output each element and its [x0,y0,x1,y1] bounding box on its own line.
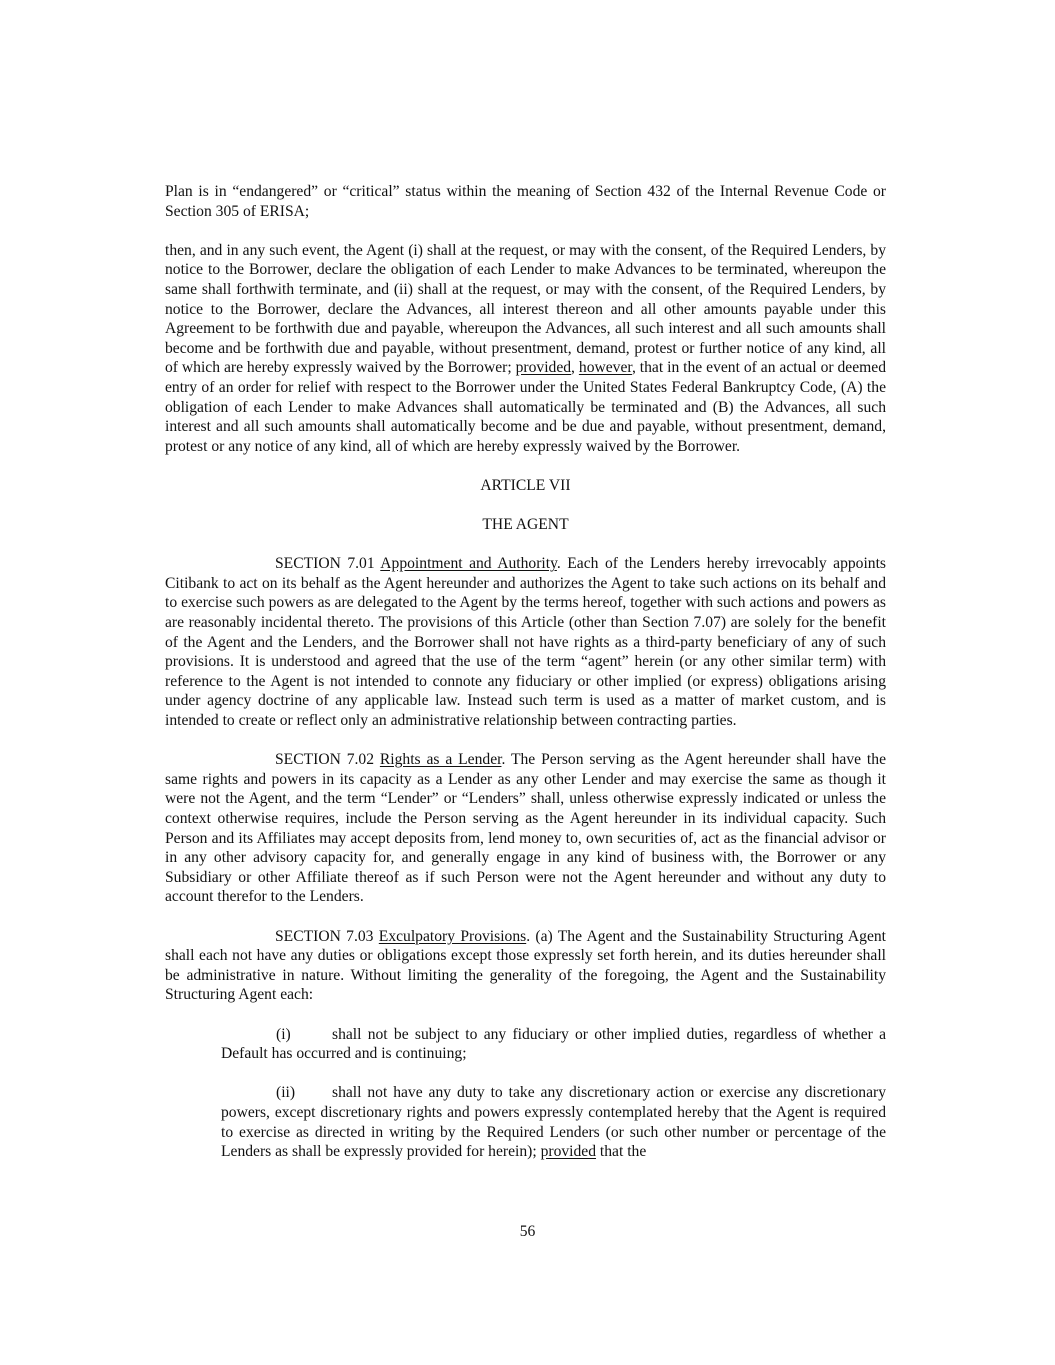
paragraph-events-of-default-remedies [165,241,886,457]
clause-text: shall not be subject to any fiduciary or other implied duties, regardless of whether a Default has occurred and is continuing; [221,1025,886,1063]
paragraph-plan-status [165,182,886,221]
section-7-03 [165,927,886,1005]
paragraph-text: , that in the event of an actual or deemed entry of an order for relief with respect to the Borrower under the United States Federal Bankruptcy Code, (A) the obligation of each Lender to make Advances shall automatically be terminated and (B) the Advances, all such interest and all such amounts shall automatically become and be due and payable, without presentment, demand, protest or any notice of any kind, all of which are hereby expressly waived by the Borrower. [165,359,886,455]
clause-tail: that the [596,1143,647,1161]
section-body: . The Person serving as the Agent hereunder shall have the same rights and powers in its capacity as a Lender as any other Lender and may exercise the same as though it were not the Agent, and the term “Lender” or “Lenders” shall, unless otherwise expressly indicated or unless the context otherwise requires, include the Person serving as the Agent hereunder in its individual capacity. Such Person and its Affiliates may accept deposits from, lend money to, own securities of, act as the financial advisor or in any other advisory capacity for, and generally engage in any kind of business with, the Borrower or any Subsidiary or other Affiliate thereof as if such Person were not the Agent hereunder and without any duty to account therefor to the Lenders. [165,751,886,906]
section-title: Exculpatory Provisions [378,927,527,945]
article-heading: ARTICLE VII [480,476,571,494]
section-label: SECTION 7.02 [275,751,380,769]
separator-text: , [571,359,579,377]
however-term: however [578,359,632,377]
clause-number: (ii) [276,1084,296,1102]
page-number: 56 [519,1223,536,1240]
clause-i [221,1025,886,1064]
provided-term: provided [540,1143,597,1161]
section-label: SECTION 7.01 [275,555,381,573]
article-title: THE AGENT [482,516,569,534]
paragraph-text: then, and in any such event, the Agent (i) shall at the request, or may with the consent, of the Required Lenders, by notice to the Borrower, declare the obligation of each Lender to make Advances to be terminated, whereupon the same shall forthwith terminate, and (ii) shall at the request, or may with the consent, of the Required Lenders, by notice to the Borrower, declare the Advances, all interest thereon and all other amounts payable under this Agreement to be forthwith due and payable, whereupon the Advances, all such interest and all such amounts shall become and be forthwith due and payable, without presentment, demand, protest or further notice of any kind, all of which are hereby expressly waived by the Borrower; [165,241,886,377]
section-title: Rights as a Lender [379,751,502,769]
section-body: . (a) The Agent and the Sustainability Structuring Agent shall each not have any duties or obligations except those expressly set forth herein, and its duties hereunder shall be administrative in nature. Without limiting the generality of the foregoing, the Agent and the Sustainability Structuring Agent each: [165,927,886,1004]
provided-term: provided [515,359,572,377]
section-body: . Each of the Lenders hereby irrevocably appoints Citibank to act on its behalf as the Agent hereunder and authorizes the Agent to take such actions on its behalf and to exercise such powers as are delegated to the Agent by the terms hereof, together with such actions and powers as are reasonably incidental thereto. The provisions of this Article (other than Section 7.07) are solely for the benefit of the Agent and the Lenders, and the Borrower shall not have rights as a third-party beneficiary of any of such provisions. It is understood and agreed that the use of the term “agent” herein (or any other similar term) with reference to the Agent is not intended to connote any fiduciary or other implied (or express) obligations arising under agency doctrine of any applicable law. Instead such term is used as a matter of market custom, and is intended to create or reflect only an administrative relationship between contracting parties. [165,555,886,730]
clause-number: (i) [276,1025,291,1043]
document-page [165,182,886,1181]
section-7-02 [165,750,886,907]
section-title: Appointment and Authority [380,555,557,573]
paragraph-text: Plan is in “endangered” or “critical” status within the meaning of Section 432 of the Internal Revenue Code or Section 305 of ERISA; [165,183,886,220]
clause-text: shall not have any duty to take any discretionary action or exercise any discretionary powers, except discretionary rights and powers expressly contemplated hereby that the Agent is required to exercise as directed in writing by the Required Lenders (or such other number or percentage of the Lenders as shall be expressly provided for herein); [221,1084,886,1161]
section-7-01 [165,554,886,730]
clause-ii [221,1083,886,1161]
section-label: SECTION 7.03 [275,927,379,945]
